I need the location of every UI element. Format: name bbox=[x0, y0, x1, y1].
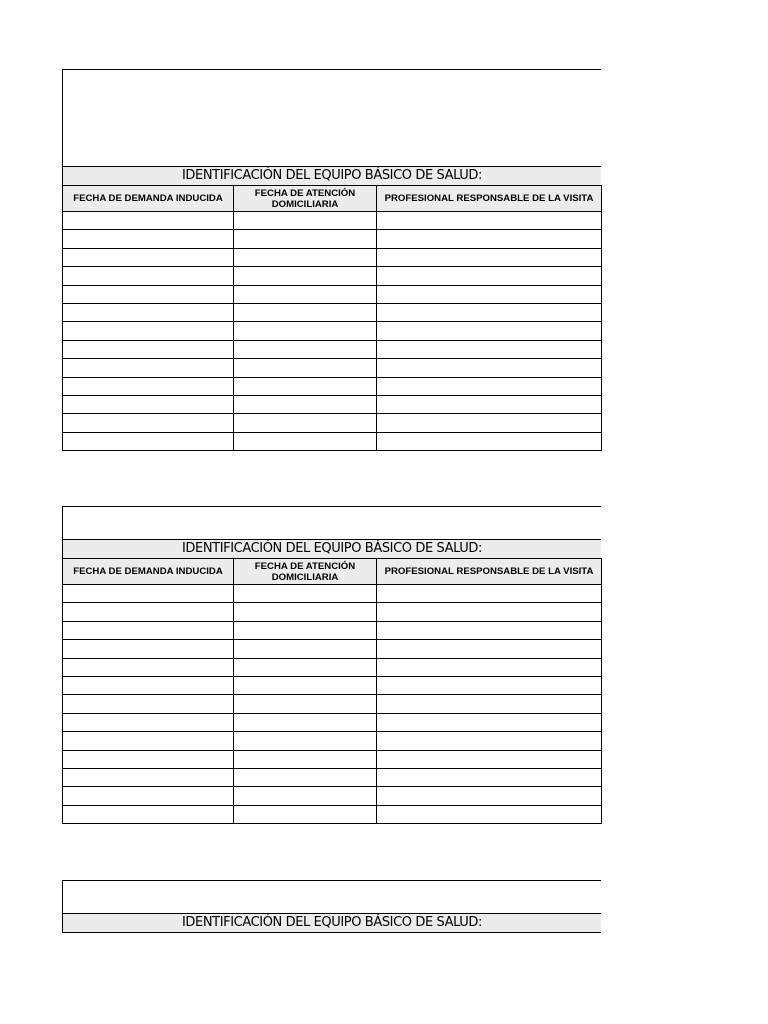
table-row bbox=[63, 395, 602, 413]
table-row bbox=[63, 267, 602, 285]
empty-cell[interactable] bbox=[63, 640, 234, 658]
table-row bbox=[63, 768, 602, 786]
empty-cell[interactable] bbox=[377, 585, 602, 603]
empty-cell[interactable] bbox=[63, 805, 234, 823]
empty-cell[interactable] bbox=[234, 322, 377, 340]
table-row bbox=[63, 322, 602, 340]
column-header-demand-date: FECHA DE DEMANDA INDUCIDA bbox=[63, 559, 234, 585]
empty-cell[interactable] bbox=[234, 230, 377, 248]
empty-cell[interactable] bbox=[377, 695, 602, 713]
form-section-1 bbox=[62, 69, 601, 451]
empty-cell[interactable] bbox=[63, 750, 234, 768]
empty-cell[interactable] bbox=[377, 322, 602, 340]
empty-cell[interactable] bbox=[63, 658, 234, 676]
empty-cell[interactable] bbox=[234, 340, 377, 358]
empty-cell[interactable] bbox=[63, 303, 234, 321]
empty-cell[interactable] bbox=[63, 285, 234, 303]
empty-cell[interactable] bbox=[377, 732, 602, 750]
empty-cell[interactable] bbox=[63, 676, 234, 694]
column-header-line: FECHA DE ATENCIÓN bbox=[254, 560, 356, 572]
form-section-3 bbox=[62, 880, 601, 933]
table-row bbox=[63, 787, 602, 805]
empty-cell[interactable] bbox=[234, 395, 377, 413]
column-header-line: FECHA DE ATENCIÓN bbox=[254, 187, 356, 199]
empty-cell[interactable] bbox=[377, 713, 602, 731]
empty-cell[interactable] bbox=[234, 303, 377, 321]
empty-cell[interactable] bbox=[234, 267, 377, 285]
empty-cell[interactable] bbox=[234, 695, 377, 713]
empty-cell[interactable] bbox=[234, 248, 377, 266]
table-row bbox=[63, 750, 602, 768]
empty-cell[interactable] bbox=[377, 658, 602, 676]
empty-cell[interactable] bbox=[234, 768, 377, 786]
table-row bbox=[63, 303, 602, 321]
table-row bbox=[63, 640, 602, 658]
empty-cell[interactable] bbox=[63, 359, 234, 377]
empty-cell[interactable] bbox=[377, 621, 602, 639]
empty-cell[interactable] bbox=[377, 212, 602, 230]
empty-cell[interactable] bbox=[234, 377, 377, 395]
empty-cell[interactable] bbox=[377, 432, 602, 450]
empty-cell[interactable] bbox=[377, 750, 602, 768]
empty-cell[interactable] bbox=[63, 695, 234, 713]
empty-cell[interactable] bbox=[234, 713, 377, 731]
empty-cell[interactable] bbox=[234, 359, 377, 377]
table-body bbox=[63, 585, 602, 824]
column-header-line: DOMICILIARIA bbox=[271, 571, 339, 583]
column-header-demand-date: FECHA DE DEMANDA INDUCIDA bbox=[63, 186, 234, 212]
table-row bbox=[63, 230, 602, 248]
empty-cell[interactable] bbox=[377, 414, 602, 432]
empty-cell[interactable] bbox=[234, 787, 377, 805]
table-row bbox=[63, 732, 602, 750]
empty-cell[interactable] bbox=[63, 340, 234, 358]
column-header-responsible: PROFESIONAL RESPONSABLE DE LA VISITA bbox=[377, 186, 602, 212]
empty-cell[interactable] bbox=[234, 414, 377, 432]
empty-cell[interactable] bbox=[234, 585, 377, 603]
visit-table bbox=[62, 185, 602, 451]
empty-cell[interactable] bbox=[377, 340, 602, 358]
empty-cell[interactable] bbox=[63, 768, 234, 786]
empty-cell[interactable] bbox=[234, 285, 377, 303]
table-row bbox=[63, 676, 602, 694]
empty-cell[interactable] bbox=[377, 640, 602, 658]
section-title: IDENTIFICACIÓN DEL EQUIPO BÁSICO DE SALUD: bbox=[62, 166, 601, 186]
empty-cell[interactable] bbox=[377, 230, 602, 248]
table-row bbox=[63, 585, 602, 603]
table-row bbox=[63, 658, 602, 676]
column-header-line: DOMICILIARIA bbox=[271, 198, 339, 210]
visit-table bbox=[62, 558, 602, 824]
table-row bbox=[63, 695, 602, 713]
empty-cell[interactable] bbox=[63, 713, 234, 731]
table-row bbox=[63, 805, 602, 823]
empty-cell[interactable] bbox=[377, 267, 602, 285]
blank-header-area bbox=[62, 506, 601, 539]
table-row bbox=[63, 248, 602, 266]
column-header-attention-date bbox=[234, 186, 377, 212]
empty-cell[interactable] bbox=[234, 658, 377, 676]
blank-header-area bbox=[62, 880, 601, 913]
empty-cell[interactable] bbox=[377, 377, 602, 395]
empty-cell[interactable] bbox=[63, 377, 234, 395]
table-row bbox=[63, 340, 602, 358]
column-header-responsible: PROFESIONAL RESPONSABLE DE LA VISITA bbox=[377, 559, 602, 585]
empty-cell[interactable] bbox=[63, 230, 234, 248]
blank-header-area bbox=[62, 69, 601, 166]
table-row bbox=[63, 377, 602, 395]
empty-cell[interactable] bbox=[377, 768, 602, 786]
empty-cell[interactable] bbox=[377, 787, 602, 805]
empty-cell[interactable] bbox=[377, 805, 602, 823]
empty-cell[interactable] bbox=[234, 750, 377, 768]
empty-cell[interactable] bbox=[63, 603, 234, 621]
empty-cell[interactable] bbox=[234, 732, 377, 750]
table-row bbox=[63, 713, 602, 731]
empty-cell[interactable] bbox=[63, 432, 234, 450]
empty-cell[interactable] bbox=[63, 322, 234, 340]
table-row bbox=[63, 432, 602, 450]
empty-cell[interactable] bbox=[377, 676, 602, 694]
empty-cell[interactable] bbox=[377, 603, 602, 621]
empty-cell[interactable] bbox=[63, 395, 234, 413]
column-header-attention-date bbox=[234, 559, 377, 585]
empty-cell[interactable] bbox=[63, 585, 234, 603]
table-row bbox=[63, 621, 602, 639]
empty-cell[interactable] bbox=[377, 303, 602, 321]
empty-cell[interactable] bbox=[63, 267, 234, 285]
empty-cell[interactable] bbox=[63, 212, 234, 230]
table-row bbox=[63, 285, 602, 303]
form-section-2 bbox=[62, 506, 601, 824]
empty-cell[interactable] bbox=[234, 805, 377, 823]
empty-cell[interactable] bbox=[234, 621, 377, 639]
empty-cell[interactable] bbox=[63, 414, 234, 432]
table-row bbox=[63, 212, 602, 230]
section-title: IDENTIFICACIÓN DEL EQUIPO BÁSICO DE SALUD: bbox=[62, 539, 601, 559]
table-row bbox=[63, 414, 602, 432]
empty-cell[interactable] bbox=[63, 248, 234, 266]
empty-cell[interactable] bbox=[377, 395, 602, 413]
empty-cell[interactable] bbox=[63, 732, 234, 750]
empty-cell[interactable] bbox=[63, 621, 234, 639]
empty-cell[interactable] bbox=[377, 248, 602, 266]
empty-cell[interactable] bbox=[63, 787, 234, 805]
empty-cell[interactable] bbox=[234, 212, 377, 230]
empty-cell[interactable] bbox=[234, 603, 377, 621]
empty-cell[interactable] bbox=[377, 285, 602, 303]
table-row bbox=[63, 359, 602, 377]
empty-cell[interactable] bbox=[234, 432, 377, 450]
section-title: IDENTIFICACIÓN DEL EQUIPO BÁSICO DE SALUD: bbox=[62, 913, 601, 933]
table-row bbox=[63, 603, 602, 621]
table-body bbox=[63, 212, 602, 451]
empty-cell[interactable] bbox=[377, 359, 602, 377]
empty-cell[interactable] bbox=[234, 676, 377, 694]
empty-cell[interactable] bbox=[234, 640, 377, 658]
